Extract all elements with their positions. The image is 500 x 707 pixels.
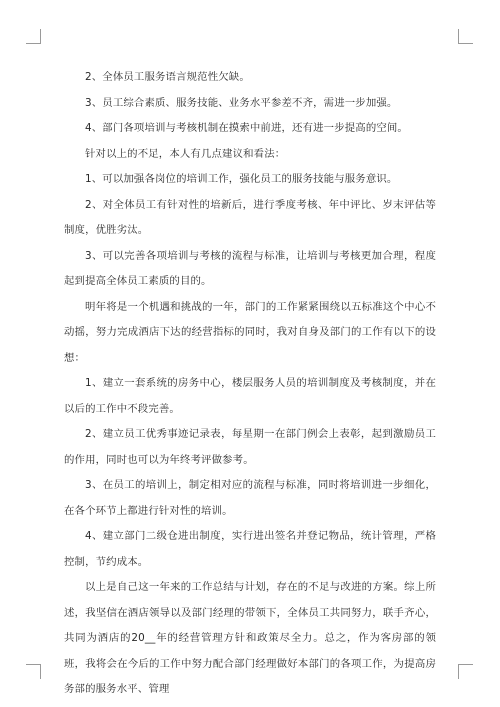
crop-mark-top-left: [26, 29, 41, 44]
paragraph: 2、对全体员工有针对性的培新后，进行季度考核、年中评比、岁末评估等制度，优胜劣汰。: [64, 198, 436, 236]
paragraph: 以上是自己这一年来的工作总结与计划，存在的不足与改进的方案。综上所述，我坚信在酒店领导以及部门经理的带领下，全体员工共同努力，联手齐心，共同为酒店的20__年的经营管理方针和政策尽全力。总之，作为客房部的领班，我将会在今后的工作中努力配合部门经理做好本部门的各项工作，为提高房务部的服务水平、管理: [64, 581, 436, 695]
paragraph: 3、可以完善各项培训与考核的流程与标准，让培训与考核更加合理，程度起到提高全体员工素质的目的。: [64, 249, 436, 287]
paragraph: 针对以上的不足，本人有几点建议和看法：: [85, 147, 286, 160]
paragraph: 4、部门各项培训与考核机制在摸索中前进，还有进一步提高的空间。: [85, 122, 408, 134]
crop-mark-top-right: [458, 29, 473, 44]
paragraph: 4、建立部门二级仓进出制度，实行进出签名并登记物品，统计管理，严格控制，节约成本。: [64, 530, 436, 568]
paragraph: 3、员工综合素质、服务技能、业务水平参差不齐，需进一步加强。: [85, 96, 398, 109]
document-body: [64, 65, 436, 703]
crop-mark-bottom-left: [26, 664, 41, 679]
paragraph: 2、建立员工优秀事迹记录表，每星期一在部门例会上表彰，起到激励员工的作用，同时也可以为年终考评做参考。: [64, 428, 436, 466]
paragraph: 1、建立一套系统的房务中心，楼层服务人员的培训制度及考核制度，并在以后的工作中不段完善。: [64, 377, 436, 415]
paragraph: 明年将是一个机遇和挑战的一年，部门的工作紧紧围绕以五标准这个中心不动摇，努力完成酒店下达的经营指标的同时，我对自身及部门的工作有以下的设想：: [64, 300, 436, 364]
paragraph: 2、全体员工服务语言规范性欠缺。: [85, 71, 250, 83]
paragraph: 1、可以加强各岗位的培训工作，强化员工的服务技能与服务意识。: [85, 173, 398, 185]
crop-mark-bottom-right: [458, 664, 473, 679]
paragraph: 3、在员工的培训上，制定相对应的流程与标准，同时将培训进一步细化，在各个环节上都进行针对性的培训。: [64, 479, 436, 517]
